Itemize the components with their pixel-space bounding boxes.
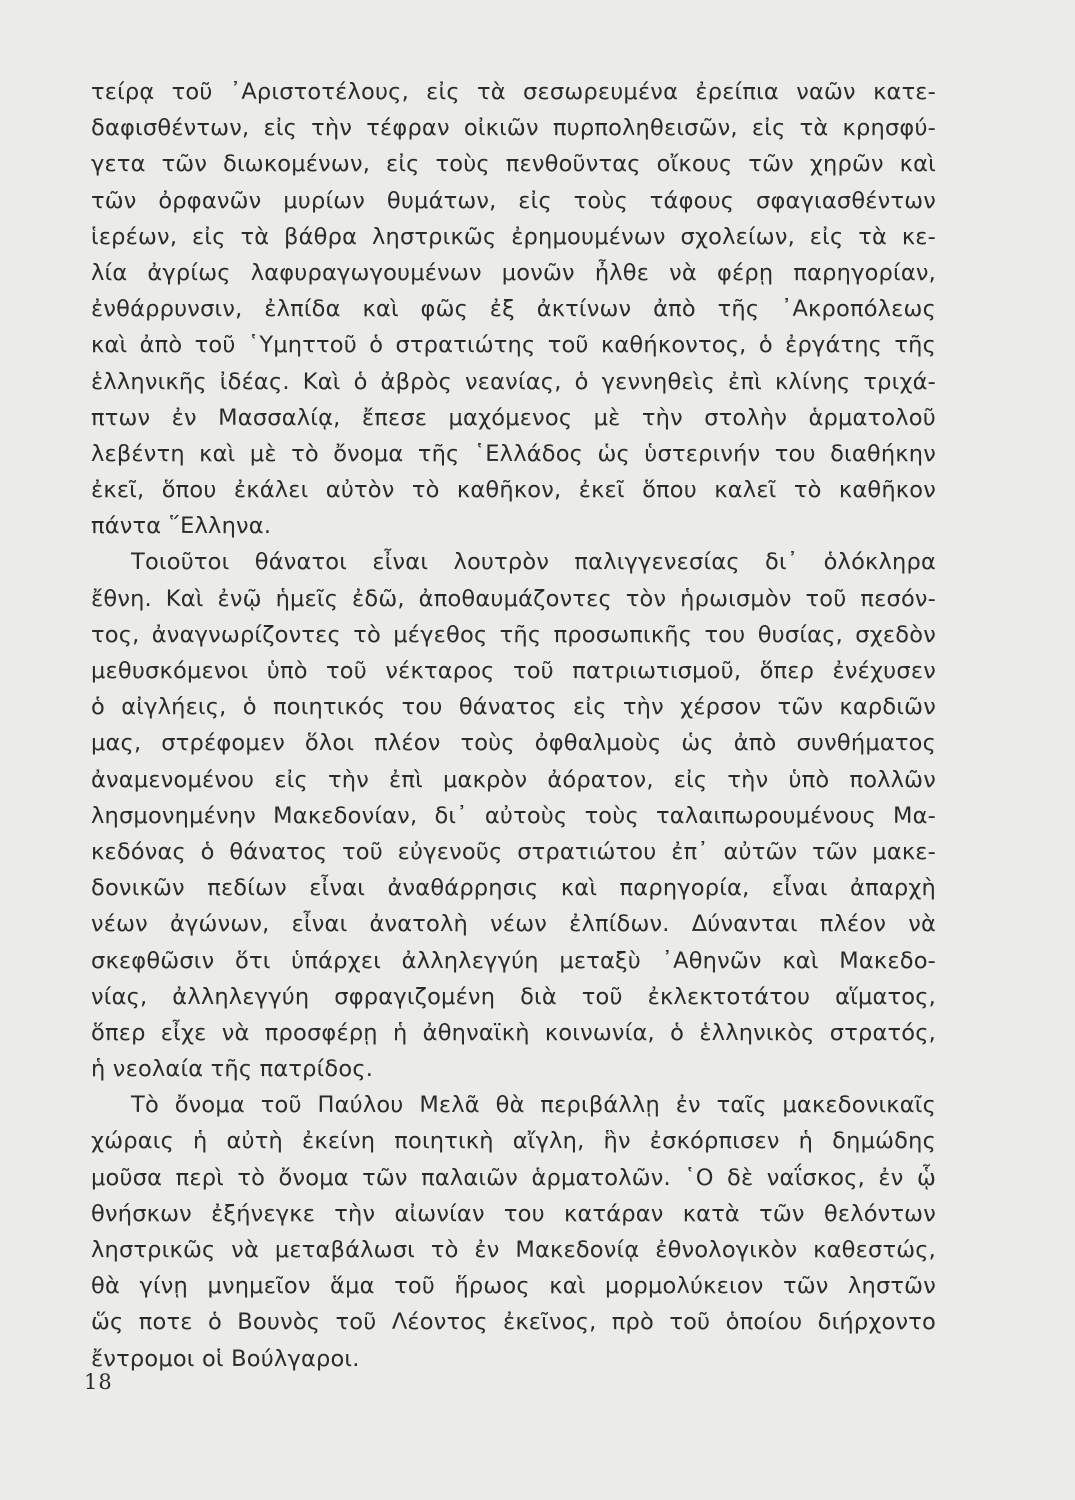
text-line: τείρᾳ τοῦ ᾿Αριστοτέλους, εἰς τὰ σεσωρευμένα ἐρείπια ναῶν κατε- <box>91 79 936 105</box>
text-line: ὥς ποτε ὁ Βουνὸς τοῦ Λέοντος ἐκεῖνος, πρὸ τοῦ ὁποίου διήρχοντο <box>91 1309 936 1336</box>
text-line: ἐκεῖ, ὅπου ἐκάλει αὐτὸν τὸ καθῆκον, ἐκεῖ ὅπου καλεῖ τὸ καθῆκον <box>91 477 936 504</box>
text-line: λία ἀγρίως λαφυραγωγουμένων μονῶν ἦλθε νὰ φέρῃ παρηγορίαν, <box>91 259 936 286</box>
text-line: τῶν ὀρφανῶν μυρίων θυμάτων, εἰς τοὺς τάφους σφαγιασθέντων <box>91 187 936 214</box>
text-line: ἐνθάρρυνσιν, ἐλπίδα καὶ φῶς ἐξ ἀκτίνων ἀπὸ τῆς ᾿Ακροπόλεως <box>91 296 936 323</box>
text-line: μοῦσα περὶ τὸ ὄνομα τῶν παλαιῶν ἁρματολῶν. ῾Ο δὲ ναΐσκος, ἐν ᾧ <box>91 1164 936 1191</box>
text-line: νίας, ἀλληλεγγύη σφραγιζομένη διὰ τοῦ ἐκλεκτοτάτου αἵματος, <box>91 983 936 1010</box>
text-line: λεβέντη καὶ μὲ τὸ ὄνομα τῆς ῾Ελλάδος ὡς ὑστερινήν του διαθήκην <box>91 440 936 467</box>
text-line: ἑλληνικῆς ἰδέας. Καὶ ὁ ἀβρὸς νεανίας, ὁ γεννηθεὶς ἐπὶ κλίνης τριχά- <box>91 368 936 395</box>
text-line: καὶ ἀπὸ τοῦ ῾Υμηττοῦ ὁ στρατιώτης τοῦ καθήκοντος, ὁ ἐργάτης τῆς <box>91 332 936 359</box>
text-line: πάντα ῞Ελληνα. <box>91 513 272 540</box>
text-line: σκεφθῶσιν ὅτι ὑπάρχει ἀλληλεγγύη μεταξὺ ᾿Αθηνῶν καὶ Μακεδο- <box>91 947 936 974</box>
paragraph-2 <box>91 544 936 1087</box>
text-line: ἡ νεολαία τῆς πατρίδος. <box>91 1056 374 1083</box>
text-line: θὰ γίνῃ μνημεῖον ἅμα τοῦ ἥρωος καὶ μορμολύκειον τῶν ληστῶν <box>91 1273 936 1300</box>
paragraph-3 <box>91 1087 936 1377</box>
text-line: ὁ αἰγλήεις, ὁ ποιητικός του θάνατος εἰς τὴν χέρσον τῶν καρδιῶν <box>91 694 936 721</box>
text-line: Τὸ ὄνομα τοῦ Παύλου Μελᾶ θὰ περιβάλλῃ ἐν ταῖς μακεδονικαῖς <box>131 1092 936 1119</box>
text-line: τος, ἀναγνωρίζοντες τὸ μέγεθος τῆς προσωπικῆς του θυσίας, σχεδὸν <box>91 621 936 648</box>
text-line: χώραις ἡ αὐτὴ ἐκείνη ποιητικὴ αἴγλη, ἣν ἐσκόρπισεν ἡ δημώδης <box>91 1128 936 1155</box>
text-line: ἱερέων, εἰς τὰ βάθρα ληστρικῶς ἐρημουμένων σχολείων, εἰς τὰ κε- <box>91 223 936 250</box>
text-line: μεθυσκόμενοι ὑπὸ τοῦ νέκταρος τοῦ πατριωτισμοῦ, ὅπερ ἐνέχυσεν <box>91 658 936 684</box>
text-line: ἔντρομοι οἱ Βούλγαροι. <box>91 1345 360 1372</box>
page-number: 18 <box>84 1370 113 1394</box>
paragraph-1 <box>91 74 936 544</box>
text-line: ὅπερ εἶχε νὰ προσφέρῃ ἡ ἀθηναϊκὴ κοινωνία, ὁ ἑλληνικὸς στρατός, <box>91 1019 936 1046</box>
text-line: θνήσκων ἐξήνεγκε τὴν αἰωνίαν του κατάραν κατὰ τῶν θελόντων <box>91 1200 936 1227</box>
text-line: ἔθνη. Καὶ ἐνῷ ἡμεῖς ἐδῶ, ἀποθαυμάζοντες τὸν ἡρωισμὸν τοῦ πεσόν- <box>91 585 936 612</box>
text-line: νέων ἀγώνων, εἶναι ἀνατολὴ νέων ἐλπίδων. Δύνανται πλέον νὰ <box>91 911 936 938</box>
text-line: πτων ἐν Μασσαλίᾳ, ἔπεσε μαχόμενος μὲ τὴν στολὴν ἁρματολοῦ <box>91 404 936 431</box>
text-line: κεδόνας ὁ θάνατος τοῦ εὐγενοῦς στρατιώτου ἐπ᾿ αὐτῶν τῶν μακε- <box>91 838 936 865</box>
text-line: Τοιοῦτοι θάνατοι εἶναι λουτρὸν παλιγγενεσίας δι᾿ ὁλόκληρα <box>131 549 936 576</box>
text-line: λησμονημένην Μακεδονίαν, δι᾿ αὐτοὺς τοὺς ταλαιπωρουμένους Μα- <box>91 802 936 829</box>
text-line: γετα τῶν διωκομένων, εἰς τοὺς πενθοῦντας οἴκους τῶν χηρῶν καὶ <box>91 151 936 178</box>
body-text <box>91 74 936 1377</box>
text-line: μας, στρέφομεν ὅλοι πλέον τοὺς ὀφθαλμοὺς ὡς ἀπὸ συνθήματος <box>91 730 936 757</box>
text-line: ἀναμενομένου εἰς τὴν ἐπὶ μακρὸν ἀόρατον, εἰς τὴν ὑπὸ πολλῶν <box>91 766 936 793</box>
text-line: δαφισθέντων, εἰς τὴν τέφραν οἰκιῶν πυρποληθεισῶν, εἰς τὰ κρησφύ- <box>91 115 936 142</box>
text-line: δονικῶν πεδίων εἶναι ἀναθάρρησις καὶ παρηγορία, εἶναι ἀπαρχὴ <box>91 875 936 902</box>
text-line: ληστρικῶς νὰ μεταβάλωσι τὸ ἐν Μακεδονίᾳ ἐθνολογικὸν καθεστώς, <box>91 1237 936 1263</box>
